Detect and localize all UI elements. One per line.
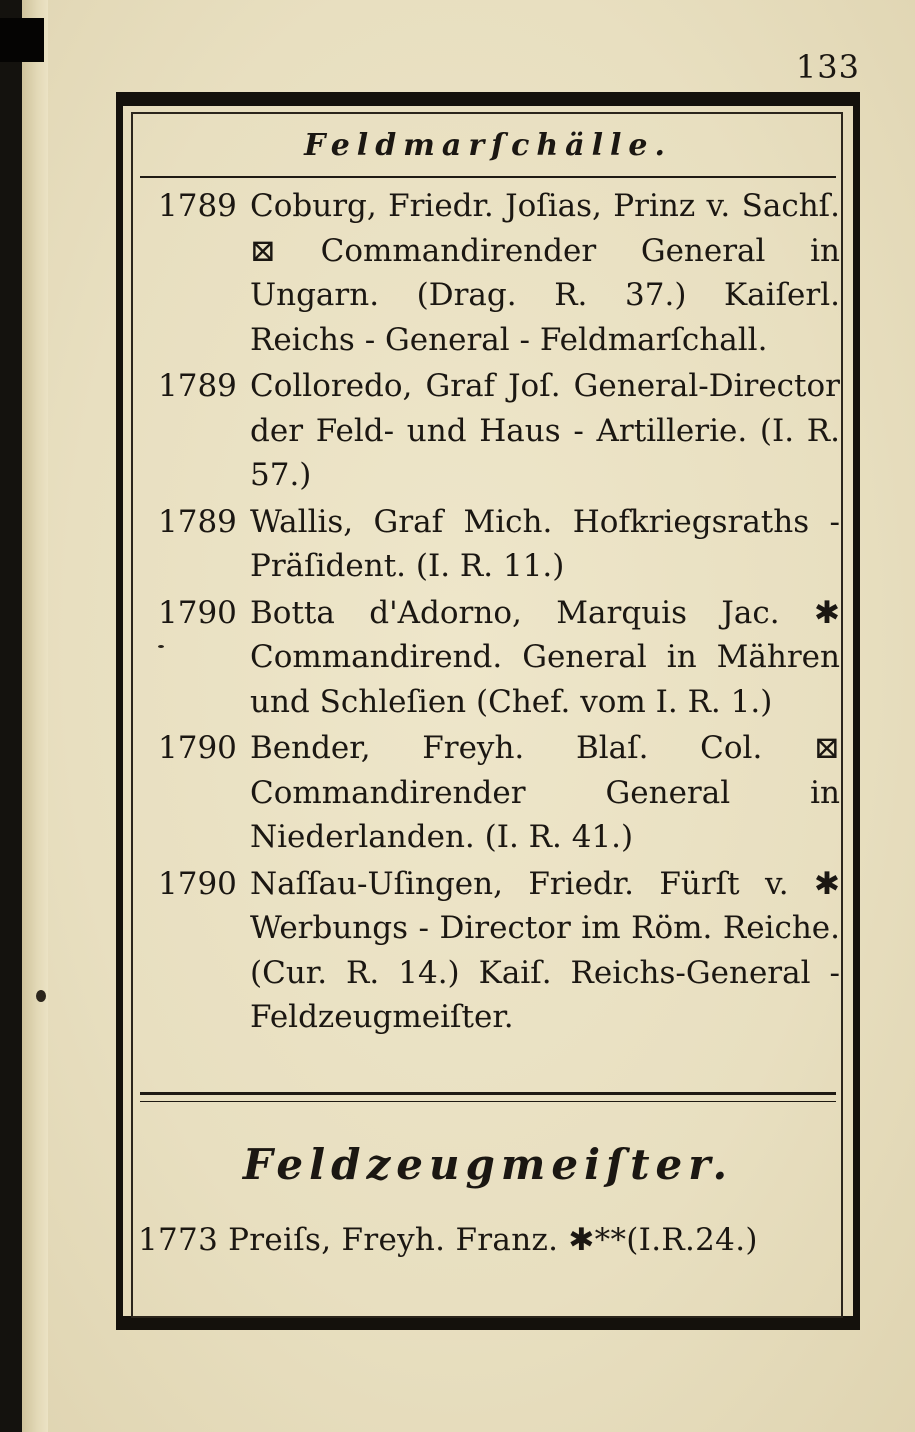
entry-text: Bender, Freyh. Blaſ. Col. ⊠ Commandirender General in Niederlanden. (I. R. 41.): [250, 730, 840, 855]
page-edge-shadow: [22, 0, 48, 1432]
ink-speck: [158, 645, 164, 648]
ink-speck: [36, 990, 46, 1002]
entry-row: [158, 726, 840, 860]
entry-text: Coburg, Friedr. Joſias, Prinz v. Sachſ. ⊠ Commandirender General in Ungarn. (Drag. R. 37.) Kaiſerl. Reichs - General - Feldmarſchall.: [250, 188, 840, 358]
entry-row: [158, 500, 840, 589]
entry-text: Colloredo, Graf Joſ. General-Director der Feld- und Haus - Artillerie. (I. R. 57.): [250, 368, 840, 493]
entry-list-feldmarschaelle: [158, 184, 840, 1042]
page-number: 133: [795, 48, 860, 86]
entry-row: [158, 862, 840, 1040]
section-divider-rule-thin: [140, 1101, 836, 1102]
section-divider-rule: [140, 1092, 836, 1095]
entry-text: Naſſau-Uſingen, Friedr. Fürſt v. ✱ Werbungs - Director im Röm. Reiche. (Cur. R. 14.) Kaiſ. Reichs-General - Feldzeugmeiſter.: [250, 865, 840, 1035]
binding-gutter: [0, 0, 22, 1432]
section-title-feldzeugmeister: Feldzeugmeiſter.: [242, 1140, 734, 1189]
entry-row: [158, 591, 840, 725]
heading-rule: [140, 176, 836, 178]
entry-year: 1790: [158, 730, 237, 766]
entry-year: 1790: [158, 594, 237, 631]
entry-text: Preiſs, Freyh. Franz. ✱**(I.R.24.): [228, 1222, 758, 1258]
entry-year: 1789: [158, 368, 237, 404]
entry-year: 1773: [138, 1222, 219, 1258]
entry-text: Wallis, Graf Mich. Hofkriegsraths - Präſident. (I. R. 11.): [250, 503, 840, 584]
binding-mark: [0, 18, 44, 62]
entry-row: [158, 184, 840, 362]
entry-year: 1789: [158, 503, 237, 540]
entry-year: 1789: [158, 188, 237, 224]
entry-text: Botta d'Adorno, Marquis Jac. ✱ Commandirend. General in Mähren und Schleſien (Chef. vom I. R. 1.): [250, 594, 840, 720]
entry-row: [158, 364, 840, 498]
section-title-feldmarschaelle: Feldmarſchälle.: [304, 128, 672, 163]
entry-row: [138, 1218, 842, 1262]
entry-year: 1790: [158, 865, 237, 902]
